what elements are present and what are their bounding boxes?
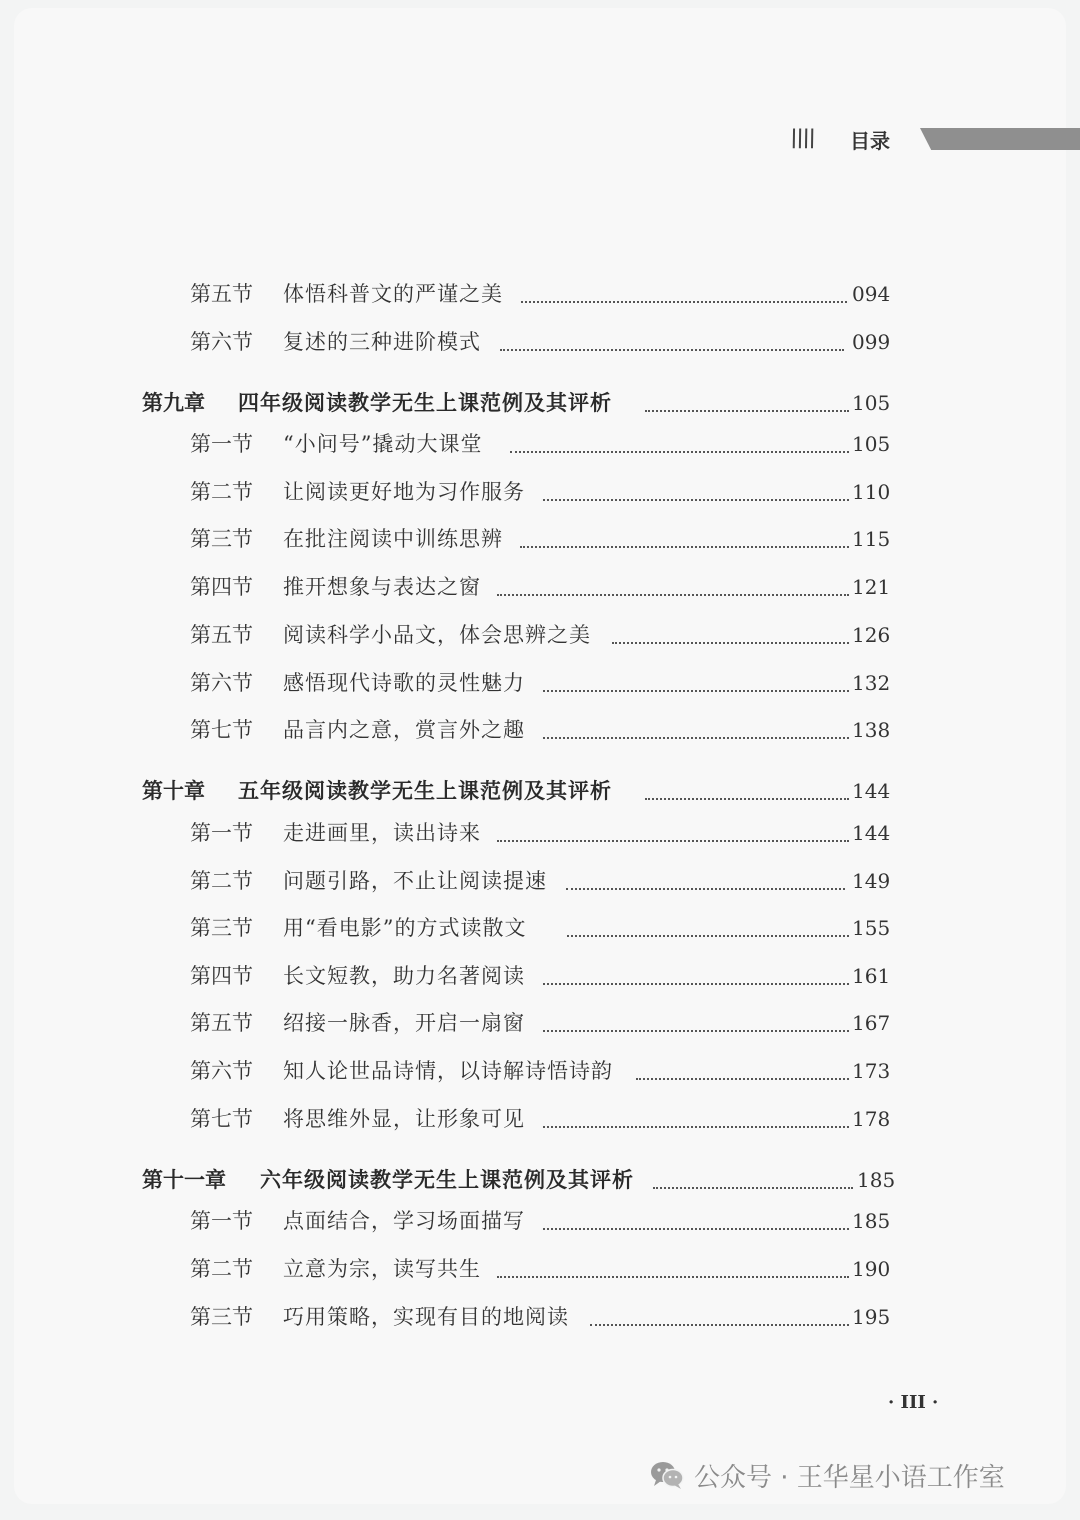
- entry-page: 110: [852, 480, 891, 504]
- leader-dots: [497, 594, 849, 596]
- toc-entry: [0, 618, 1080, 652]
- entry-page: 173: [852, 1059, 891, 1083]
- leader-dots: [521, 301, 847, 303]
- entry-page: 105: [852, 432, 891, 456]
- leader-dots: [543, 1228, 849, 1230]
- entry-page: 178: [852, 1107, 891, 1131]
- toc-chapter: [0, 774, 1080, 808]
- entry-number: 第一节: [190, 1209, 253, 1233]
- entry-title: 用“看电影”的方式读散文: [283, 916, 527, 940]
- toc-entry: [0, 1300, 1080, 1334]
- leader-dots: [497, 840, 849, 842]
- toc-entry: [0, 1102, 1080, 1136]
- header-slash-marks: \\\\: [785, 124, 819, 152]
- entry-number: 第三节: [190, 916, 253, 940]
- entry-title: 阅读科学小品文，体会思辨之美: [283, 623, 591, 647]
- leader-dots: [645, 410, 849, 412]
- entry-number: 第五节: [190, 623, 253, 647]
- leader-dots: [543, 1126, 849, 1128]
- leader-dots: [500, 349, 844, 351]
- leader-dots: [543, 690, 849, 692]
- entry-page: 115: [852, 527, 891, 551]
- entry-title: 在批注阅读中训练思辨: [283, 527, 503, 551]
- toc-entry: [0, 864, 1080, 898]
- entry-number: 第三节: [190, 1305, 253, 1329]
- entry-title: 立意为宗，读写共生: [283, 1257, 481, 1281]
- chapter-page: 144: [852, 779, 891, 803]
- leader-dots: [543, 499, 849, 501]
- toc-entry: [0, 911, 1080, 945]
- toc-entry: [0, 325, 1080, 359]
- leader-dots: [645, 798, 849, 800]
- entry-number: 第四节: [190, 964, 253, 988]
- entry-number: 第六节: [190, 330, 253, 354]
- entry-title: 问题引路，不止让阅读提速: [283, 869, 547, 893]
- chapter-title: 四年级阅读教学无生上课范例及其评析: [238, 391, 612, 415]
- leader-dots: [612, 642, 849, 644]
- watermark: [650, 1455, 1005, 1495]
- leader-dots: [566, 888, 845, 890]
- leader-dots: [567, 935, 849, 937]
- entry-page: 190: [852, 1257, 891, 1281]
- entry-number: 第三节: [190, 527, 253, 551]
- entry-number: 第五节: [190, 1011, 253, 1035]
- entry-page: 132: [852, 671, 891, 695]
- entry-page: 167: [852, 1011, 891, 1035]
- entry-title: 巧用策略，实现有目的地阅读: [283, 1305, 569, 1329]
- entry-title: 点面结合，学习场面描写: [283, 1209, 525, 1233]
- toc-chapter: [0, 1163, 1080, 1197]
- toc-entry: [0, 959, 1080, 993]
- entry-page: 155: [852, 916, 891, 940]
- leader-dots: [653, 1187, 853, 1189]
- entry-title: 感悟现代诗歌的灵性魅力: [283, 671, 525, 695]
- entry-page: 144: [852, 821, 891, 845]
- entry-title: 走进画里，读出诗来: [283, 821, 481, 845]
- entry-number: 第六节: [190, 1059, 253, 1083]
- leader-dots: [543, 983, 849, 985]
- leader-dots: [510, 451, 849, 453]
- entry-title: 品言内之意，赏言外之趣: [283, 718, 525, 742]
- chapter-page: 105: [852, 391, 891, 415]
- chapter-title: 六年级阅读教学无生上课范例及其评析: [260, 1168, 634, 1192]
- header-title: 目录: [850, 129, 890, 153]
- entry-title: 体悟科普文的严谨之美: [283, 282, 503, 306]
- toc-entry: [0, 277, 1080, 311]
- entry-title: 知人论世品诗情，以诗解诗悟诗韵: [283, 1059, 613, 1083]
- entry-number: 第二节: [190, 480, 253, 504]
- entry-number: 第一节: [190, 432, 253, 456]
- chapter-number: 第十章: [142, 779, 205, 803]
- page-number-footer: · III ·: [888, 1392, 939, 1413]
- toc-entry: [0, 522, 1080, 556]
- entry-number: 第二节: [190, 869, 253, 893]
- entry-number: 第一节: [190, 821, 253, 845]
- entry-page: 126: [852, 623, 891, 647]
- entry-page: 138: [852, 718, 891, 742]
- entry-page: 149: [852, 869, 891, 893]
- toc-entry: [0, 1204, 1080, 1238]
- entry-title: 长文短教，助力名著阅读: [283, 964, 525, 988]
- toc-entry: [0, 427, 1080, 461]
- chapter-number: 第九章: [142, 391, 205, 415]
- toc-entry: [0, 475, 1080, 509]
- watermark-text: 公众号 · 王华星小语工作室: [694, 1462, 1005, 1493]
- leader-dots: [543, 737, 849, 739]
- entry-number: 第六节: [190, 671, 253, 695]
- chapter-title: 五年级阅读教学无生上课范例及其评析: [238, 779, 612, 803]
- entry-page: 099: [852, 330, 891, 354]
- entry-number: 第四节: [190, 575, 253, 599]
- entry-title: “小问号”撬动大课堂: [283, 432, 483, 456]
- entry-page: 161: [852, 964, 891, 988]
- toc-entry: [0, 666, 1080, 700]
- entry-number: 第七节: [190, 718, 253, 742]
- entry-title: 让阅读更好地为习作服务: [283, 480, 525, 504]
- entry-page: 094: [852, 282, 891, 306]
- toc-entry: [0, 570, 1080, 604]
- leader-dots: [543, 1030, 849, 1032]
- entry-title: 推开想象与表达之窗: [283, 575, 481, 599]
- chapter-page: 185: [857, 1168, 896, 1192]
- chapter-number: 第十一章: [142, 1168, 226, 1192]
- leader-dots: [590, 1324, 849, 1326]
- entry-number: 第五节: [190, 282, 253, 306]
- entry-page: 195: [852, 1305, 891, 1329]
- toc-entry: [0, 1054, 1080, 1088]
- toc-entry: [0, 713, 1080, 747]
- entry-title: 绍接一脉香，开启一扇窗: [283, 1011, 525, 1035]
- entry-page: 121: [852, 575, 891, 599]
- leader-dots: [520, 546, 849, 548]
- wechat-icon: [650, 1460, 684, 1490]
- leader-dots: [497, 1276, 849, 1278]
- entry-number: 第二节: [190, 1257, 253, 1281]
- toc-entry: [0, 816, 1080, 850]
- toc-entry: [0, 1252, 1080, 1286]
- entry-title: 复述的三种进阶模式: [283, 330, 481, 354]
- toc-entry: [0, 1006, 1080, 1040]
- toc-chapter: [0, 386, 1080, 420]
- entry-number: 第七节: [190, 1107, 253, 1131]
- leader-dots: [636, 1078, 849, 1080]
- header-bar: [920, 128, 1080, 150]
- entry-page: 185: [852, 1209, 891, 1233]
- entry-title: 将思维外显，让形象可见: [283, 1107, 525, 1131]
